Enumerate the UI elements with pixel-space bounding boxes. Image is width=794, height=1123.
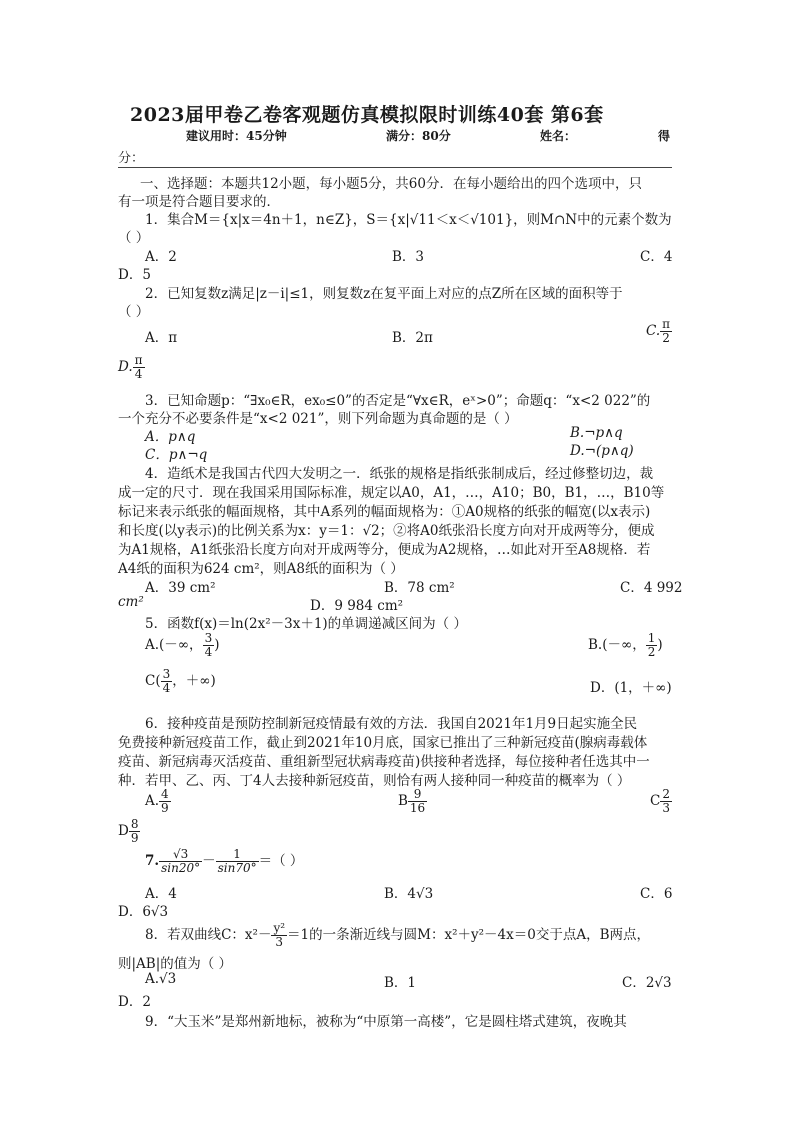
q2-option-d-num: π: [134, 353, 143, 367]
q1-option-b: B．3: [392, 249, 425, 265]
q6-option-d: [118, 818, 140, 845]
q8-stem-line2: 则|AB|的值为（ ）: [118, 956, 233, 972]
q5-option-b-pre: B.(－∞，: [588, 637, 646, 653]
q2-stem: 2．已知复数z满足|z－i|≤1，则复数z在复平面上对应的点Z所在区域的面积等于: [145, 286, 623, 302]
q2-option-c: [646, 318, 672, 345]
q8-option-d: D．2: [118, 994, 151, 1010]
time-label: 建议用时：45分钟: [186, 129, 287, 143]
q1-option-a: A．2: [145, 249, 177, 265]
q5-option-a-den: 4: [204, 645, 213, 659]
q6-option-b: [398, 788, 427, 815]
q4-line2: 成一定的尺寸．现在我国采用国际标准，规定以A0，A1，…，A10；B0，B1，…，B10等: [118, 485, 665, 501]
q4-line5: 为A1规格，A1纸张沿长度方向对开成两等分，便成为A2规格，…如此对开至A8规格．若: [118, 542, 651, 558]
q5-option-a: [145, 632, 219, 659]
q2-option-c-prefix: C.: [646, 323, 661, 339]
q6-option-d-pre: D: [118, 823, 129, 839]
q5-option-b-den: 2: [647, 645, 656, 659]
q5-stem: 5．函数f(x)＝ln(2x²－3x＋1)的单调递减区间为（ ）: [145, 616, 467, 632]
q5-option-b: [588, 632, 663, 659]
q4-option-c-unit: cm²: [118, 594, 144, 610]
q1-option-c: C．4: [640, 249, 673, 265]
q6-line2: 免费接种新冠疫苗工作，截止到2021年10月底，国家已推出了三种新冠疫苗(腺病毒载体: [118, 735, 648, 751]
q6-option-a-num: 4: [161, 787, 169, 801]
q3-option-c: C．p∧¬q: [145, 447, 208, 463]
q1-stem: 1．集合M＝{x|x＝4n＋1，n∈Z}，S＝{x|√11＜x＜√101}，则M∩N中的元素个数为: [145, 212, 672, 228]
q5-option-b-post: ): [657, 637, 663, 653]
q2-option-c-frac: [660, 318, 672, 345]
section-intro-line2: 有一项是符合题目要求的．: [118, 194, 280, 210]
q7-option-c: C．6: [640, 886, 673, 902]
q7-post: ＝（ ）: [258, 853, 304, 869]
q7-option-a: A．4: [145, 886, 177, 902]
q4-option-b: B．78 cm²: [384, 580, 455, 596]
q3-option-b: B.¬p∧q: [570, 425, 623, 441]
q4-line4: 和长度(以y表示)的比例关系为x：y＝1：√2；②将A0纸张沿长度方向对开成两等分，便成: [118, 523, 655, 539]
q1-option-d: D．5: [118, 267, 151, 283]
score-label: 满分：80分: [386, 129, 451, 143]
q5-option-a-post: ): [214, 637, 220, 653]
q6-option-a-frac: [159, 788, 171, 815]
q5-option-c-post: ，＋∞): [172, 673, 216, 689]
q5-option-b-frac: [646, 632, 658, 659]
q4-option-d: D．9 984 cm²: [310, 598, 404, 614]
page-title: 2023届甲卷乙卷客观题仿真模拟限时训练40套 第6套: [130, 104, 604, 126]
q7-option-d: D．6√3: [118, 904, 169, 920]
q6-line4: 种．若甲、乙、丙、丁4人去接种新冠疫苗，则恰有两人接种同一种疫苗的概率为（ ）: [118, 773, 631, 789]
q5-option-a-num: 3: [204, 631, 213, 645]
q8-frac: [271, 922, 287, 949]
q6-line1: 6．接种疫苗是预防控制新冠疫情最有效的方法．我国自2021年1月9日起实施全民: [145, 716, 638, 732]
q4-line1: 4．造纸术是我国古代四大发明之一．纸张的规格是指纸张制成后，经过修整切边，裁: [145, 466, 654, 482]
q6-option-c-den: 3: [662, 801, 670, 815]
q4-option-a: A．39 cm²: [145, 580, 216, 596]
q7-frac2: [216, 848, 259, 875]
q1-paren: （ ）: [118, 230, 150, 246]
q6-option-c-pre: C: [650, 793, 661, 809]
q8-option-c: C．2√3: [622, 975, 672, 991]
q6-option-a-pre: A.: [145, 793, 160, 809]
score-get-label-cont: 分：: [118, 151, 145, 166]
q8-frac-num: y²: [273, 921, 286, 935]
q8-pre: 8．若双曲线C：x²－: [145, 927, 272, 943]
q3-option-a: A．p∧q: [145, 429, 196, 445]
q9-line1: 9．“大玉米”是郑州新地标，被称为“中原第一高楼”，它是圆柱塔式建筑，夜晚其: [145, 1014, 627, 1030]
q7-option-b: B．4√3: [384, 886, 434, 902]
section-intro-line1: 一、选择题：本题共12小题，每小题5分，共60分．在每小题给出的四个选项中，只: [140, 176, 642, 192]
header-divider: [118, 167, 672, 168]
name-label: 姓名：: [540, 129, 577, 143]
q6-option-c-num: 2: [662, 787, 670, 801]
q8-stem-line1: [145, 922, 650, 949]
q4-option-c: C．4 992: [620, 580, 683, 596]
q2-option-c-num: π: [662, 317, 671, 331]
q5-option-d: D．(1，＋∞): [590, 680, 672, 696]
q6-option-b-den: 16: [409, 801, 426, 815]
q6-line3: 疫苗、新冠病毒灭活疫苗、重组新型冠状病毒疫苗)供接种者选择，每位接种者任选其中一: [118, 754, 650, 770]
score-get-label: 得: [658, 129, 671, 143]
q5-option-c-frac: [161, 668, 173, 695]
q8-frac-den: 3: [275, 935, 284, 949]
q6-option-d-num: 8: [130, 817, 139, 831]
q5-option-c-num: 3: [162, 667, 171, 681]
q6-option-a-den: 9: [161, 801, 169, 815]
q5-option-c-pre: C(: [145, 673, 161, 689]
q7-number: 7.: [145, 853, 160, 869]
q2-paren: （ ）: [118, 304, 150, 320]
q5-option-c-den: 4: [162, 681, 171, 695]
q8-option-b: B．1: [384, 975, 417, 991]
q6-option-d-frac: [129, 818, 141, 845]
q2-option-c-den: 2: [662, 331, 670, 345]
q2-option-d: [118, 354, 145, 381]
q2-option-d-prefix: D.: [118, 359, 133, 375]
q5-option-c: [145, 668, 216, 695]
q6-option-b-frac: [408, 788, 427, 815]
q5-option-b-num: 1: [647, 631, 656, 645]
q6-option-b-pre: B: [398, 793, 408, 809]
q2-option-d-den: 4: [134, 367, 143, 381]
q6-option-d-den: 9: [130, 831, 139, 845]
q8-post: ＝1的一条渐近线与圆M：x²＋y²－4x＝0交于点A，B两点，: [287, 927, 650, 943]
q7-frac2-den: sin70°: [217, 861, 257, 875]
q4-line6: A4纸的面积为624 cm²，则A8纸的面积为（ ）: [118, 561, 404, 577]
q2-option-d-frac: [133, 354, 145, 381]
q2-option-a: A．π: [145, 330, 178, 346]
q7-minus: －: [202, 853, 216, 869]
q7-frac1-den: sin20°: [161, 861, 201, 875]
q7-frac2-num: 1: [216, 848, 259, 862]
q3-option-d: D.¬(p∧q): [570, 443, 634, 459]
q5-option-a-pre: A.(－∞，: [145, 637, 203, 653]
q4-line3: 标记来表示纸张的幅面规格，其中A系列的幅面规格为：①A0规格的纸张的幅宽(以x表示): [118, 504, 651, 520]
q7-frac1-num: √3: [159, 848, 202, 862]
q3-stem-line2: 一个充分不必要条件是“x<2 021”，则下列命题为真命题的是（ ）: [118, 411, 518, 427]
q7-frac1: [159, 848, 202, 875]
q8-option-a: A.√3: [145, 971, 177, 987]
q7-stem: [145, 848, 303, 875]
q6-option-a: [145, 788, 171, 815]
q5-option-a-frac: [203, 632, 215, 659]
q6-option-c: [650, 788, 672, 815]
q2-option-b: B．2π: [392, 330, 433, 346]
q3-stem-line1: 3．已知命题p：“∃x₀∈R，ex₀≤0”的否定是“∀x∈R，eˣ>0”；命题q：“x<2 022”的: [145, 393, 651, 409]
q6-option-c-frac: [660, 788, 672, 815]
q6-option-b-num: 9: [408, 788, 427, 802]
